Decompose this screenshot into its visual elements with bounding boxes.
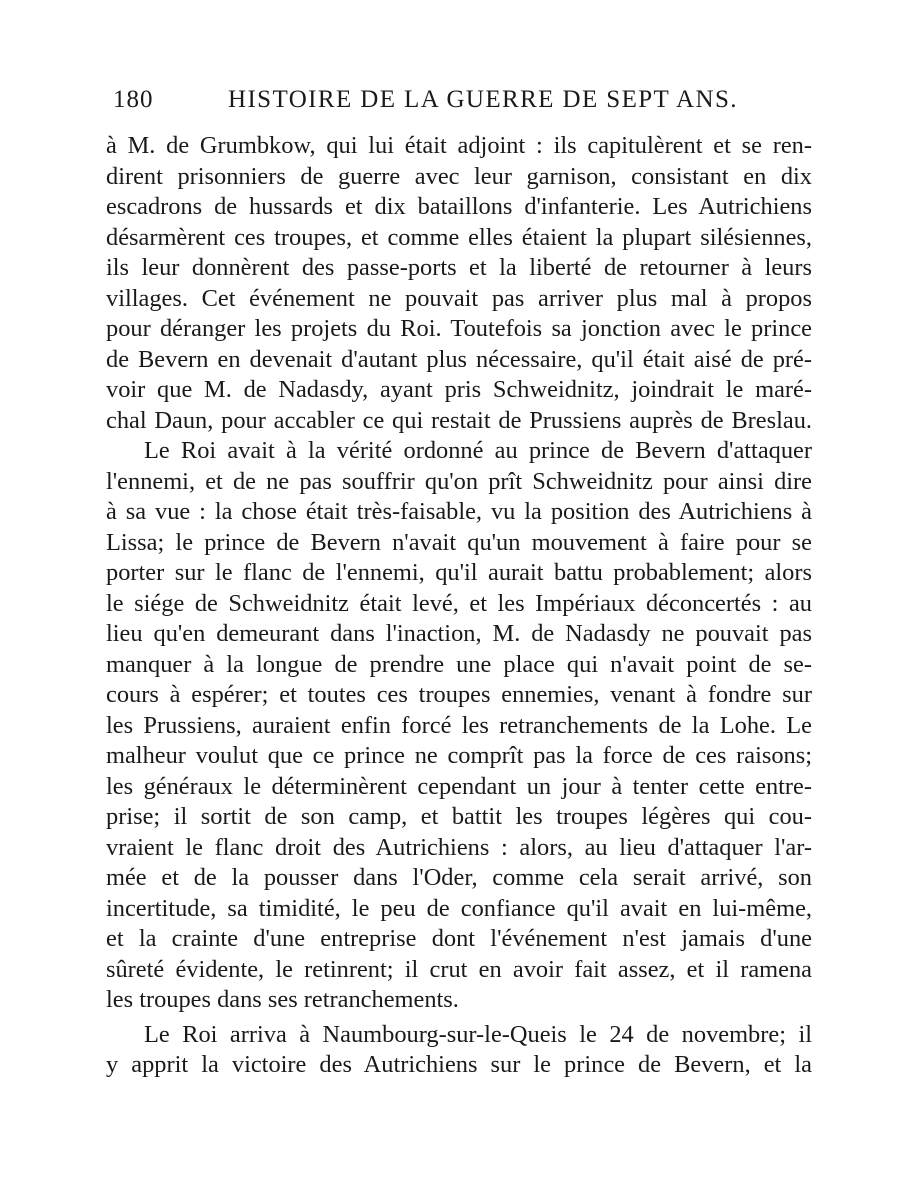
body-text bbox=[106, 131, 812, 1081]
text-line: mée et de la pousser dans l'Oder, comme cela serait arrivé, son bbox=[106, 864, 812, 891]
text-line: Lissa; le prince de Bevern n'avait qu'un mouvement à faire pour se bbox=[106, 528, 812, 556]
running-title: HISTOIRE DE LA GUERRE DE SEPT ANS. bbox=[228, 86, 738, 113]
page-number: 180 bbox=[113, 86, 154, 113]
text-line: l'ennemi, et de ne pas souffrir qu'on prît Schweidnitz pour ainsi dire bbox=[106, 467, 812, 495]
text-line: escadrons de hussards et dix bataillons d'infanterie. Les Autrichiens bbox=[106, 193, 812, 220]
paragraph-1 bbox=[106, 131, 812, 436]
text-line: villages. Cet événement ne pouvait pas arriver plus mal à propos bbox=[106, 284, 812, 312]
text-line: les troupes dans ses retranchements. bbox=[106, 986, 459, 1013]
text-line: les généraux le déterminèrent cependant un jour à tenter cette entre- bbox=[106, 772, 812, 800]
text-line: manquer à la longue de prendre une place qui n'avait point de se- bbox=[106, 650, 812, 678]
text-line: à M. de Grumbkow, qui lui était adjoint : ils capitulèrent et se ren- bbox=[106, 132, 812, 159]
text-line: sûreté évidente, le retinrent; il crut en avoir fait assez, et il ramena bbox=[106, 955, 812, 983]
text-line: incertitude, sa timidité, le peu de confiance qu'il avait en lui-même, bbox=[106, 894, 812, 922]
text-line: ils leur donnèrent des passe-ports et la liberté de retourner à leurs bbox=[106, 254, 812, 281]
text-line: Le Roi avait à la vérité ordonné au prince de Bevern d'attaquer bbox=[144, 437, 812, 464]
text-line: porter sur le flanc de l'ennemi, qu'il aurait battu probablement; alors bbox=[106, 559, 812, 586]
text-line: y apprit la victoire des Autrichiens sur le prince de Bevern, et la bbox=[106, 1051, 812, 1078]
paragraph-2 bbox=[106, 436, 812, 1016]
text-line: le siége de Schweidnitz était levé, et les Impériaux déconcertés : au bbox=[106, 589, 812, 617]
text-line: cours à espérer; et toutes ces troupes ennemies, venant à fondre sur bbox=[106, 681, 812, 708]
text-line: dirent prisonniers de guerre avec leur garnison, consistant en dix bbox=[106, 162, 812, 190]
text-line: à sa vue : la chose était très-faisable, vu la position des Autrichiens à bbox=[106, 498, 812, 525]
text-line: de Bevern en devenait d'autant plus nécessaire, qu'il était aisé de pré- bbox=[106, 345, 812, 373]
paragraph-3 bbox=[106, 1020, 812, 1081]
text-line: pour déranger les projets du Roi. Toutefois sa jonction avec le prince bbox=[106, 315, 812, 342]
text-line: désarmèrent ces troupes, et comme elles étaient la plupart silésiennes, bbox=[106, 223, 812, 251]
text-line: prise; il sortit de son camp, et battit les troupes légères qui cou- bbox=[106, 803, 812, 830]
text-line: vraient le flanc droit des Autrichiens : alors, au lieu d'attaquer l'ar- bbox=[106, 833, 812, 861]
text-line: lieu qu'en demeurant dans l'inaction, M. de Nadasdy ne pouvait pas bbox=[106, 620, 812, 647]
text-line: malheur voulut que ce prince ne comprît pas la force de ces raisons; bbox=[106, 742, 812, 769]
text-line: Le Roi arriva à Naumbourg-sur-le-Queis le 24 de novembre; il bbox=[144, 1020, 812, 1048]
text-line: voir que M. de Nadasdy, ayant pris Schweidnitz, joindrait le maré- bbox=[106, 376, 812, 403]
text-line: chal Daun, pour accabler ce qui restait de Prussiens auprès de Breslau. bbox=[106, 406, 812, 434]
text-line: et la crainte d'une entreprise dont l'événement n'est jamais d'une bbox=[106, 925, 812, 952]
page-header bbox=[113, 86, 738, 126]
text-line: les Prussiens, auraient enfin forcé les retranchements de la Lohe. Le bbox=[106, 711, 812, 739]
